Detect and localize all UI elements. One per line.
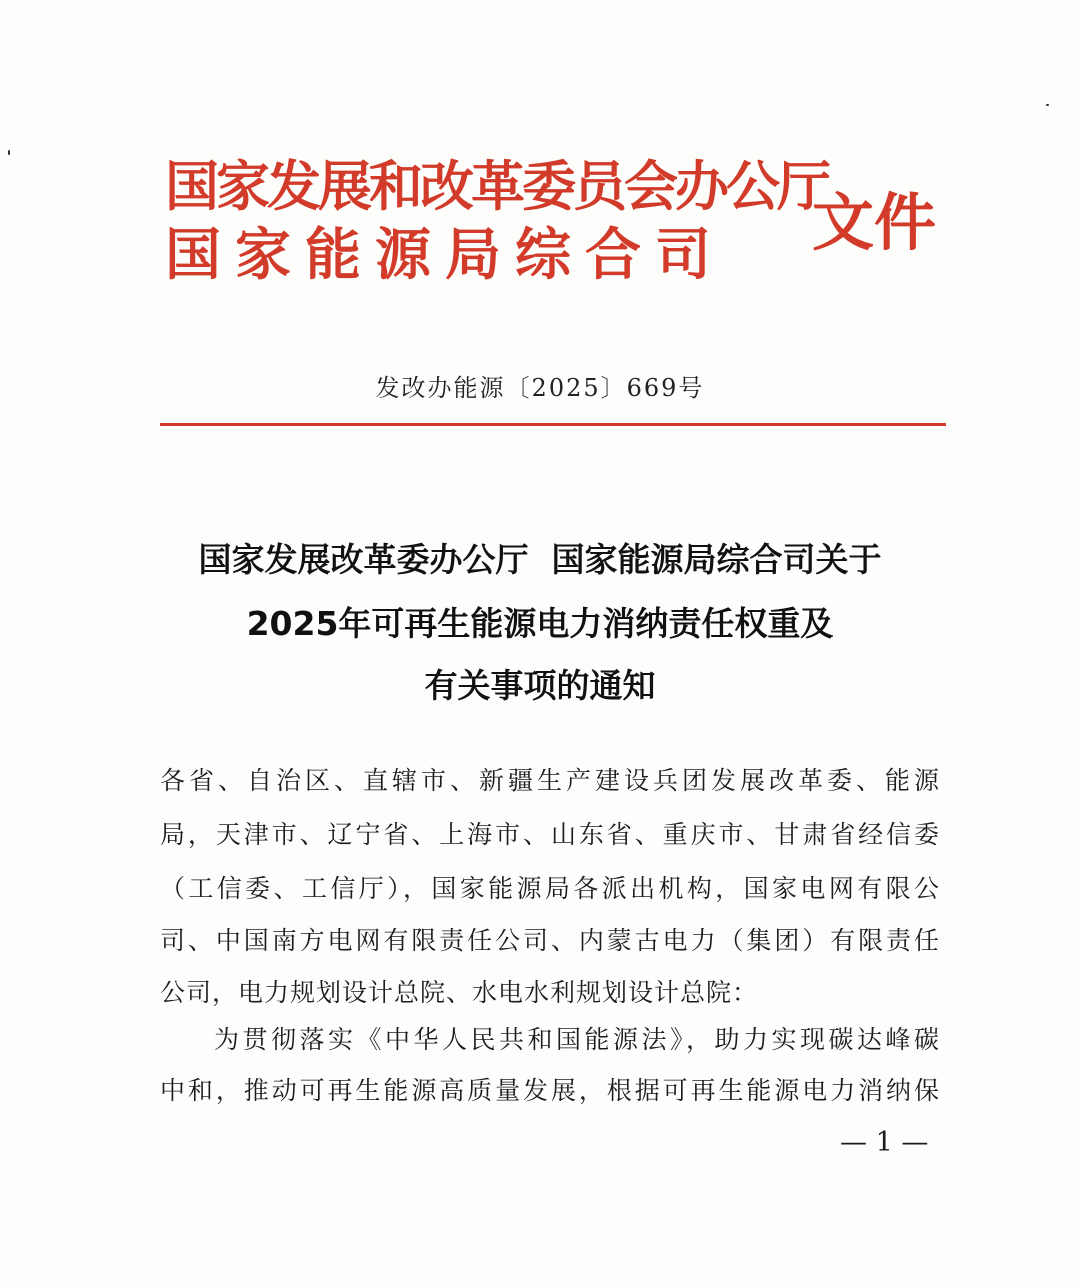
red-divider-rule [160, 423, 946, 426]
issuer-line-1: 国家发展和改革委员会办公厅 [165, 155, 828, 218]
body-line-5: 公司，电力规划设计总院、水电水利规划设计总院： [160, 978, 759, 1007]
body-line-6: 为贯彻落实《中华人民共和国能源法》，助力实现碳达峰碳 [214, 1025, 940, 1054]
title-line-3: 有关事项的通知 [424, 666, 656, 705]
body-line-7: 中和，推动可再生能源高质量发展，根据可再生能源电力消纳保 [160, 1076, 940, 1105]
scan-speck [8, 150, 10, 155]
body-line-3: （工信委、工信厅），国家能源局各派出机构，国家电网有限公 [160, 874, 940, 903]
page-number: — 1 — [840, 1127, 929, 1158]
body-line-4: 司、中国南方电网有限责任公司、内蒙古电力（集团）有限责任 [160, 926, 940, 955]
document-suffix: 文件 [812, 186, 937, 259]
document-number: 发改办能源〔2025〕669号 [375, 374, 705, 402]
scan-speck [1046, 104, 1049, 106]
title-line-1: 国家发展改革委办公厅 国家能源局综合司关于 [198, 540, 882, 579]
body-line-2: 局，天津市、辽宁省、上海市、山东省、重庆市、甘肃省经信委 [160, 820, 940, 849]
title-line-2: 2025年可再生能源电力消纳责任权重及 [246, 604, 834, 643]
issuer-line-2: 国家能源局综合司 [165, 223, 725, 288]
body-line-1: 各省、自治区、直辖市、新疆生产建设兵团发展改革委、能源 [160, 766, 940, 795]
